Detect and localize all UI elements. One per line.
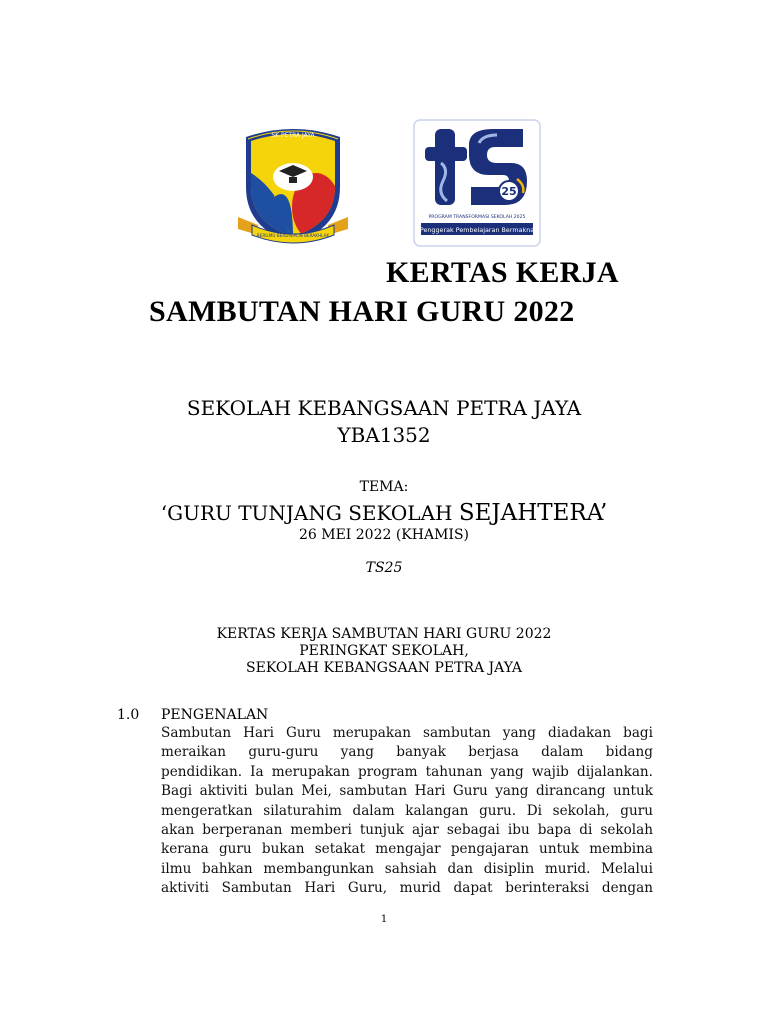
section-heading: PENGENALAN [161,707,269,723]
paragraph-line: akan berperanan memberi tunjuk ajar sebagai ibu bapa di sekolah [161,822,653,839]
paragraph-line: aktiviti Sambutan Hari Guru, murid dapat berinteraksi dengan [161,880,653,897]
document-title-line-1: KERTAS KERJA [386,256,619,289]
ts25-logo [413,119,541,247]
school-crest-logo [234,121,352,249]
ts-logo-tagline: Penggerak Pembelajaran Bermakna [419,226,535,234]
ts-logo-program-text: PROGRAM TRANSFORMASI SEKOLAH 2025 [428,215,526,220]
ts25-tag: TS25 [365,560,403,576]
theme-text-main: ‘GURU TUNJANG SEKOLAH [160,501,459,525]
section-number: 1.0 [117,707,140,723]
theme-text [0,500,768,526]
document-title-line-2: SAMBUTAN HARI GURU 2022 [149,295,575,328]
paragraph-line: Sambutan Hari Guru merupakan sambutan yang diadakan bagi [161,725,653,741]
event-date: 26 MEI 2022 (KHAMIS) [298,527,470,543]
paragraph-line: ilmu bahkan membangunkan sahsiah dan disiplin murid. Melalui [161,860,653,877]
paragraph-line: meraikan guru-guru yang banyak berjasa dalam bidang [161,744,653,761]
subtitle-line-2: PERINGKAT SEKOLAH, [299,643,469,659]
paragraph-line: mengeratkan silaturahim dalam kalangan guru. Di sekolah, guru [161,802,653,819]
ts-logo-number: 25 [501,185,517,198]
section-paragraph [161,724,653,899]
school-name: SEKOLAH KEBANGSAAN PETRA JAYA [186,396,582,420]
school-crest-motto: BERILMU BERDISIPLIN BERAKHLAK [256,233,330,238]
school-code: YBA1352 [337,423,431,447]
paragraph-line: pendidikan. Ia merupakan program tahunan yang wajib dijalankan. [161,763,653,780]
page-number: 1 [380,914,388,925]
subtitle-line-1: KERTAS KERJA SAMBUTAN HARI GURU 2022 [216,626,552,642]
subtitle-line-3: SEKOLAH KEBANGSAAN PETRA JAYA [246,660,522,676]
school-crest-top-text: SK PETRA JAYA [271,132,315,139]
theme-label: TEMA: [359,479,409,495]
theme-text-emphasis: SEJAHTERA’ [458,500,608,526]
paragraph-line: Bagi aktiviti bulan Mei, sambutan Hari Guru yang dirancang untuk [161,783,653,800]
paragraph-line: kerana guru bukan setakat mengajar pengajaran untuk membina [161,841,653,858]
